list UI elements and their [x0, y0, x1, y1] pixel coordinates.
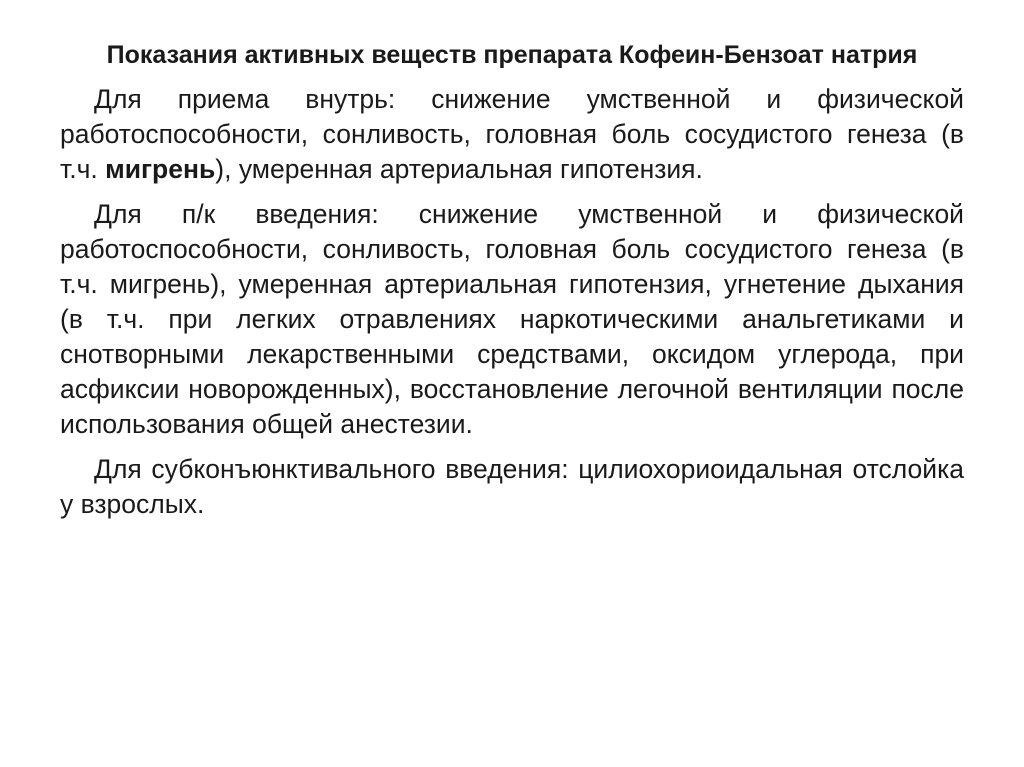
slide-title: Показания активных веществ препарата Кофеин-Бензоат натрия: [106, 41, 918, 69]
paragraph-oral-bold-term: мигрень: [105, 154, 216, 184]
paragraph-oral-text-before: Для приема внутрь: снижение умственной и физической работоспособности, сонливость, головная боль сосудистого генеза (в т.ч.: [60, 84, 964, 184]
paragraph-oral-use: [60, 82, 964, 187]
paragraph-subconjunctival-use: Для субконъюнктивального введения: цилиохориоидальная отслойка у взрослых.: [60, 454, 964, 519]
paragraph-oral-text-after: ), умеренная артериальная гипотензия.: [215, 154, 703, 184]
paragraph-subcutaneous-use: Для п/к введения: снижение умственной и физической работоспособности, сонливость, головная боль сосудистого генеза (в т.ч. мигрень), умеренная артериальная гипотензия, угнетение дыхания (в т.ч. при легких отравлениях наркотическими анальгетиками и снотворными лекарственными средствами, оксидом углерода, при асфиксии новорожденных), восстановление легочной вентиляции после использования общей анестезии.: [60, 199, 964, 439]
